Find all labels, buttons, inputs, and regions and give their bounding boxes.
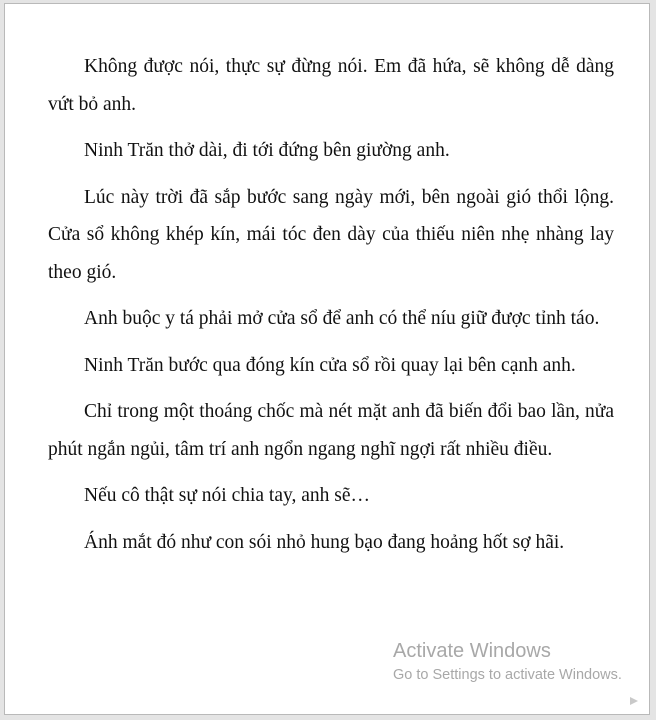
- watermark-subtitle: Go to Settings to activate Windows.: [393, 667, 622, 683]
- paragraph: Ánh mắt đó như con sói nhỏ hung bạo đang hoảng hốt sợ hãi.: [84, 531, 565, 553]
- activate-windows-watermark: [393, 638, 622, 686]
- paragraph: Anh buộc y tá phải mở cửa sổ để anh có thể níu giữ được tỉnh táo.: [84, 308, 600, 329]
- paragraph: Ninh Trăn bước qua đóng kín cửa sổ rồi quay lại bên cạnh anh.: [84, 354, 576, 376]
- paragraph: Chỉ trong một thoáng chốc mà nét mặt anh đã biến đổi bao lần, nửa phút ngắn ngủi, tâm trí anh ngổn ngang nghĩ ngợi rất nhiều điều.: [48, 401, 614, 460]
- paragraph: Nếu cô thật sự nói chia tay, anh sẽ…: [84, 485, 371, 506]
- watermark-title: Activate Windows: [393, 640, 551, 662]
- paragraph: Không được nói, thực sự đừng nói. Em đã hứa, sẽ không dễ dàng vứt bỏ anh.: [48, 56, 614, 115]
- resize-grip-icon[interactable]: [629, 696, 639, 706]
- paragraph: Lúc này trời đã sắp bước sang ngày mới, bên ngoài gió thổi lộng. Cửa sổ không khép kín, mái tóc đen dày của thiếu niên nhẹ nhàng lay theo gió.: [48, 186, 614, 283]
- paragraph: Ninh Trăn thở dài, đi tới đứng bên giường anh.: [84, 140, 450, 161]
- document-page: [4, 3, 650, 715]
- document-body: [48, 48, 614, 570]
